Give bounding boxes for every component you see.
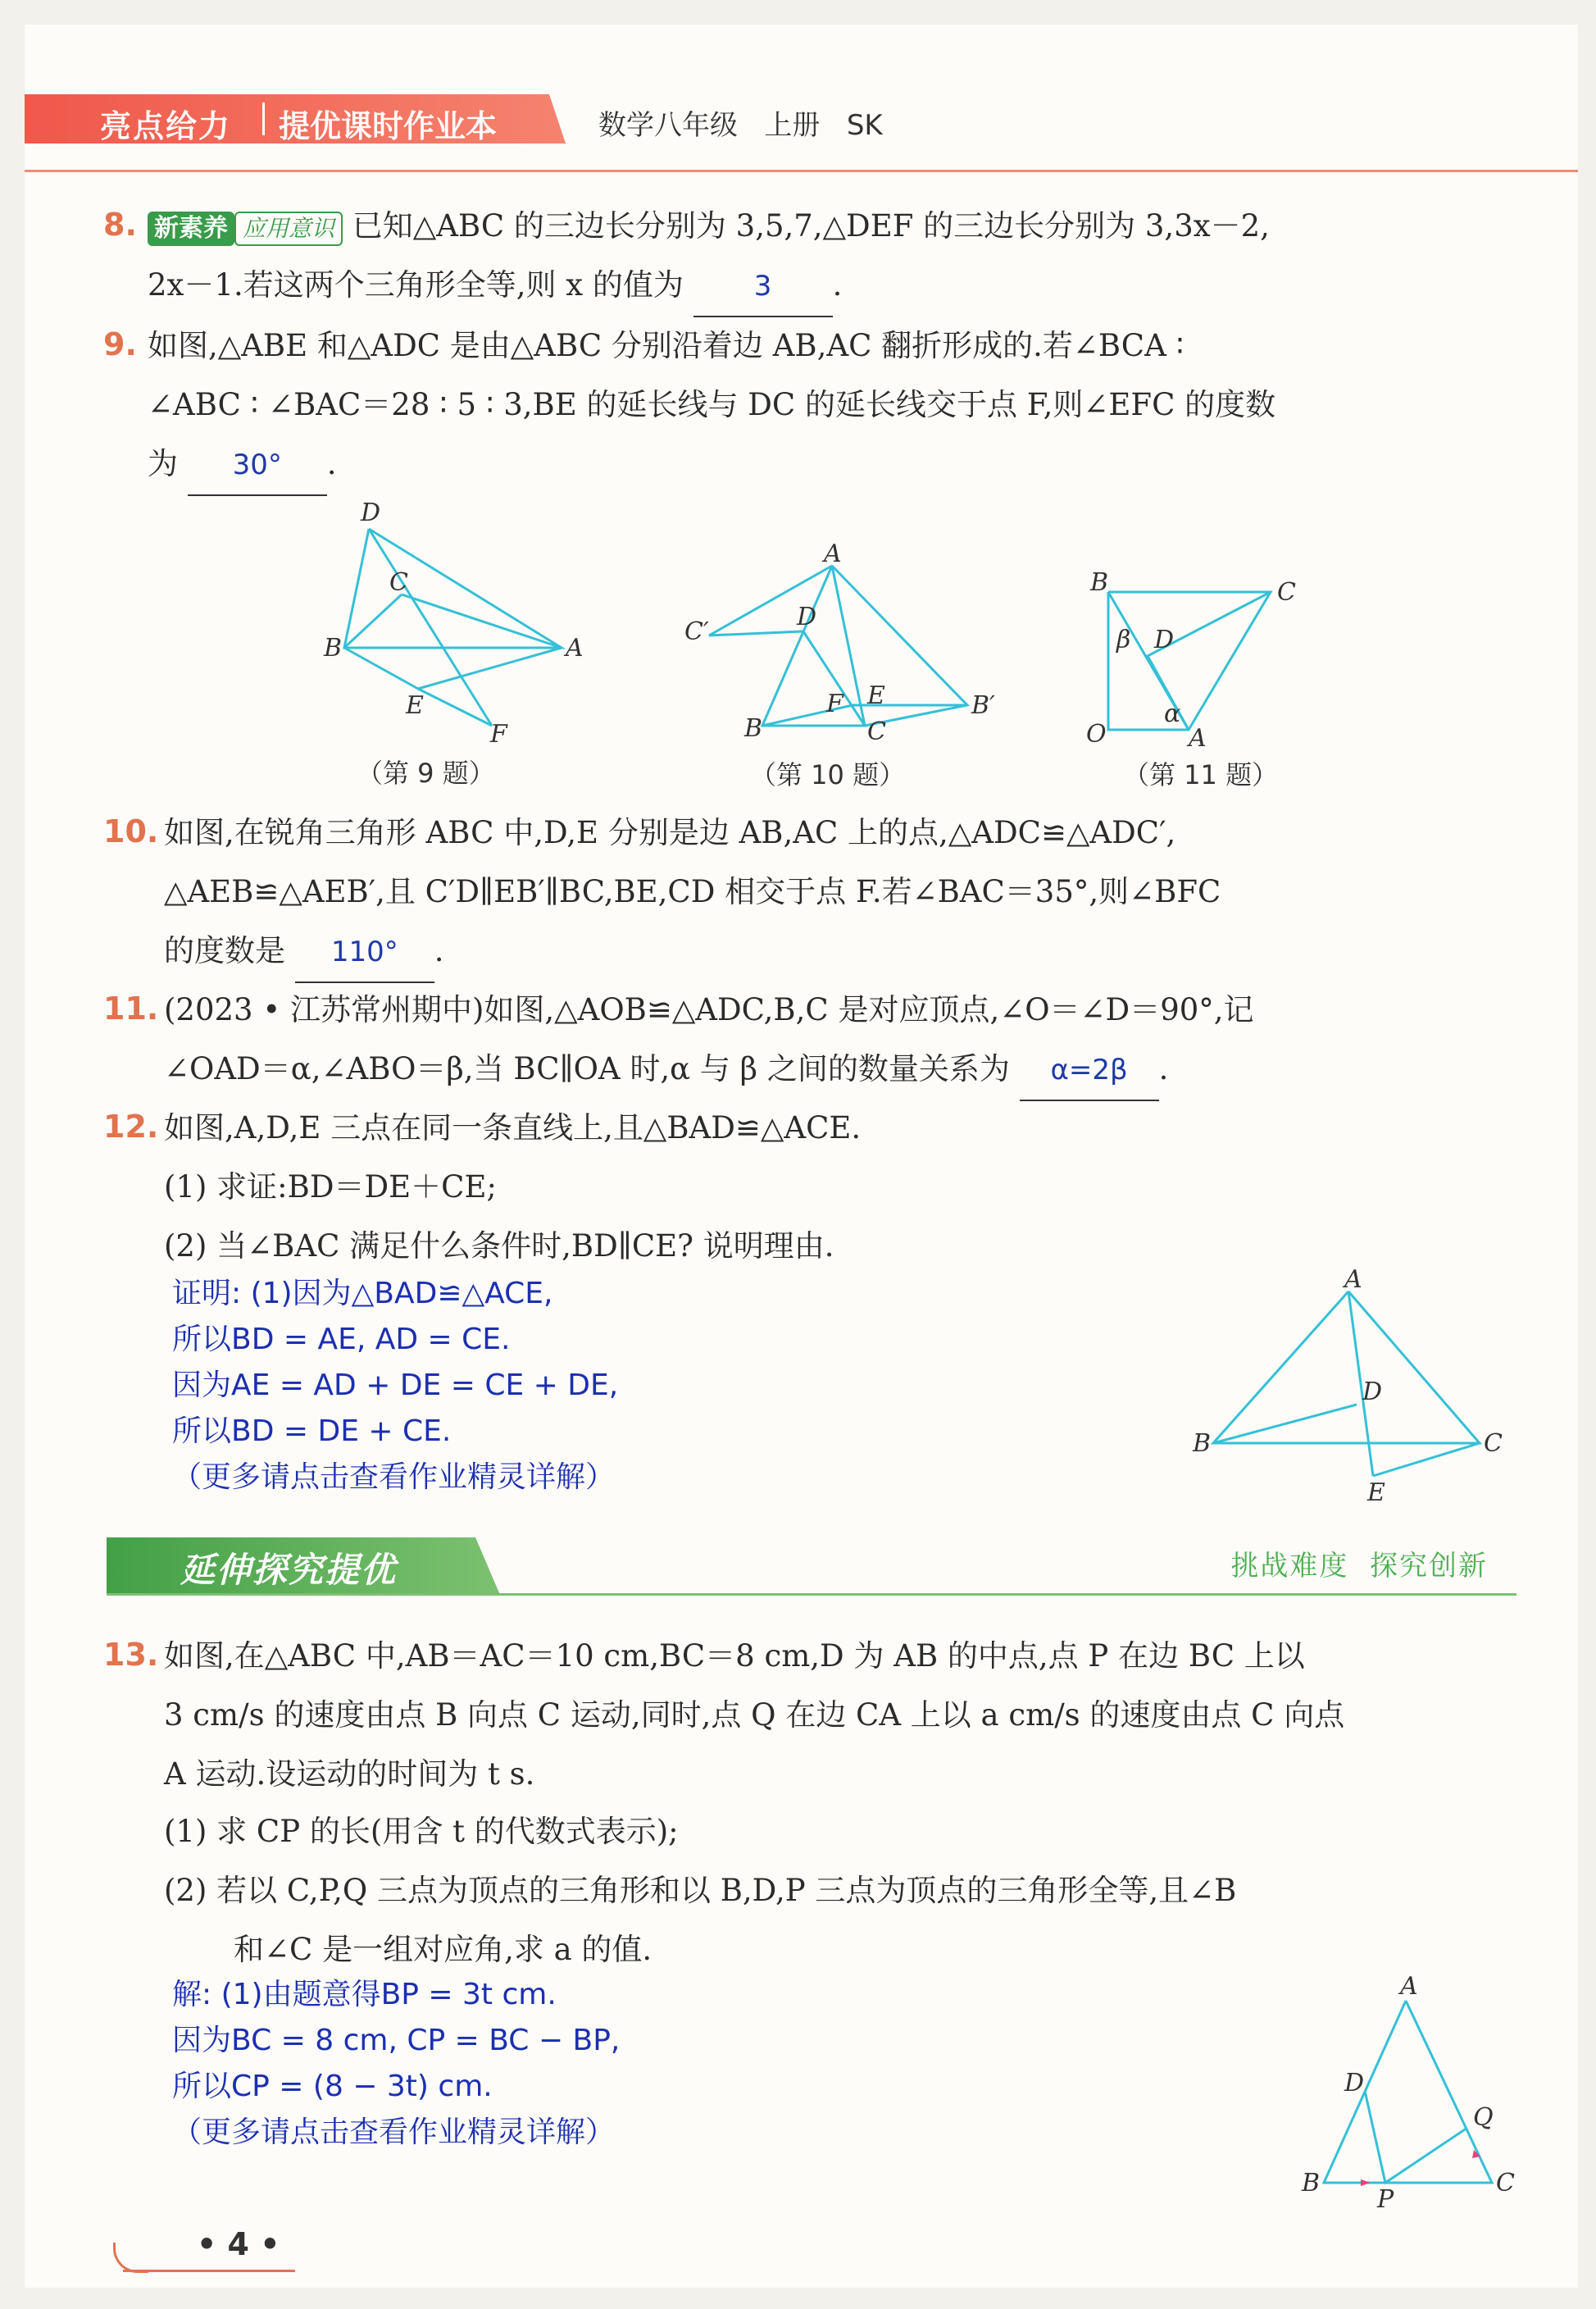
- fig12-line-ec: [1373, 1443, 1480, 1476]
- figure-10: [656, 533, 1000, 754]
- q8-text-3: .: [832, 267, 843, 303]
- fig10-label-d: D: [797, 603, 817, 631]
- fig11-label-beta: β: [1116, 626, 1131, 654]
- q10-line3: [164, 922, 444, 983]
- fig13-arrow-p: [1361, 2179, 1371, 2186]
- q10-line1: 如图,在锐角三角形 ABC 中,D,E 分别是边 AB,AC 上的点,△ADC≌△ADC′,: [164, 815, 1176, 850]
- q10-number: 10.: [103, 813, 159, 849]
- q13-line2: 3 cm/s 的速度由点 B 向点 C 运动,同时,点 Q 在边 CA 上以 a cm/s 的速度由点 C 向点: [164, 1697, 1345, 1733]
- q9-answer: 30°: [188, 435, 327, 496]
- q12-sol-more-link[interactable]: （更多请点击查看作业精灵详解）: [172, 1460, 616, 1494]
- q8-text-2: 2x－1.若这两个三角形全等,则 x 的值为: [148, 267, 684, 303]
- q8-number: 8.: [103, 207, 137, 243]
- fig12-tri-abc: [1213, 1291, 1480, 1443]
- figure-11: [1082, 566, 1353, 754]
- q9-line1: 如图,△ABE 和△ADC 是由△ABC 分别沿着边 AB,AC 翻折形成的.若∠BCA ∶: [148, 328, 1184, 363]
- fig11-quad: [1108, 592, 1271, 730]
- q11-line1: (2023 • 江苏常州期中)如图,△AOB≌△ADC,B,C 是对应顶点,∠O＝∠D＝90°,记: [164, 992, 1254, 1027]
- footer-curve: [113, 2243, 148, 2273]
- fig11-caption: （第 11 题）: [1123, 759, 1279, 790]
- fig9-label-f: F: [490, 720, 507, 746]
- q13-sol-line-2: 因为BC = 8 cm, CP = BC − BP,: [172, 2024, 621, 2057]
- figure-12: [1172, 1267, 1533, 1505]
- q10-text-3: 的度数是: [164, 933, 285, 968]
- fig12-line-bd: [1213, 1405, 1357, 1443]
- fig11-label-b: B: [1090, 568, 1109, 597]
- section-title: 延伸探究提优: [180, 1550, 398, 1590]
- q13-sol-more-link[interactable]: （更多请点击查看作业精灵详解）: [172, 2115, 616, 2149]
- q8-tag-apply: 应用意识: [234, 212, 343, 246]
- q12-sol-line-4: 所以BD = DE + CE.: [172, 1414, 452, 1448]
- figure-9: [295, 500, 607, 746]
- q13-line1: 如图,在△ABC 中,AB＝AC＝10 cm,BC＝8 cm,D 为 AB 的中点,点 P 在边 BC 上以: [164, 1638, 1305, 1674]
- q12-sol-line-3: 因为AE = AD + DE = CE + DE,: [172, 1369, 619, 1402]
- fig9-label-d: D: [361, 500, 381, 527]
- q11-number: 11.: [103, 991, 159, 1027]
- fig9-caption: （第 9 题）: [357, 758, 495, 789]
- q13-sub2b: 和∠C 是一组对应角,求 a 的值.: [234, 1932, 652, 1967]
- q10-line2: △AEB≌△AEB′,且 C′D∥EB′∥BC,BE,CD 相交于点 F.若∠BAC＝35°,则∠BFC: [164, 874, 1221, 909]
- q8-line1: [148, 197, 1270, 256]
- fig13-label-c: C: [1496, 2169, 1515, 2197]
- fig12-label-a: A: [1344, 1267, 1362, 1294]
- q12-sub2: (2) 当∠BAC 满足什么条件时,BD∥CE? 说明理由.: [164, 1228, 834, 1264]
- section-rule: [107, 1593, 1516, 1596]
- q12-line1: 如图,A,D,E 三点在同一条直线上,且△BAD≌△ACE.: [164, 1110, 862, 1145]
- q9-number: 9.: [103, 326, 137, 362]
- header-book-title: 提优课时作业本: [279, 108, 498, 144]
- header-subject: 数学八年级 上册 SK: [598, 109, 883, 142]
- fig11-label-alpha: α: [1164, 699, 1181, 728]
- fig13-label-p: P: [1377, 2185, 1394, 2214]
- fig13-line-dpq: [1365, 2091, 1467, 2183]
- page: [25, 25, 1578, 2288]
- fig12-label-e: E: [1367, 1478, 1385, 1505]
- figure-13: [1279, 1968, 1533, 2214]
- q13-line3: A 运动.设运动的时间为 t s.: [164, 1756, 535, 1792]
- q10-text-4: .: [434, 933, 444, 968]
- q12-sol-line-1: 证明: (1)因为△BAD≌△ACE,: [172, 1277, 553, 1310]
- fig9-line-bea: [344, 648, 562, 689]
- fig12-label-d: D: [1362, 1378, 1383, 1406]
- fig9-label-b: B: [324, 634, 343, 663]
- q13-sol-line-1: 解: (1)由题意得BP = 3t cm.: [172, 1978, 557, 2011]
- q8-line2: [148, 256, 842, 317]
- fig11-label-a: A: [1189, 724, 1207, 753]
- q13-sol-line-3: 所以CP = (8 − 3t) cm.: [172, 2070, 493, 2103]
- header-separator: [262, 102, 265, 135]
- fig10-caption: （第 10 题）: [750, 759, 906, 790]
- fig10-label-c: C: [867, 717, 886, 746]
- fig10-label-f: F: [826, 690, 843, 718]
- fig10-label-b-prime: B′: [971, 691, 995, 720]
- q13-sub1: (1) 求 CP 的长(用含 t 的代数式表示);: [164, 1814, 679, 1849]
- q10-answer: 110°: [295, 922, 434, 983]
- q12-solution: [172, 1271, 618, 1501]
- fig12-label-c: C: [1484, 1429, 1503, 1458]
- q9-line2: ∠ABC ∶ ∠BAC＝28 ∶ 5 ∶ 3,BE 的延长线与 DC 的延长线交于点 F,则∠EFC 的度数: [148, 387, 1276, 422]
- fig10-line-ab-c: [832, 566, 967, 726]
- q8-tag-new: 新素养: [148, 212, 234, 246]
- fig10-label-c-prime: C′: [684, 617, 709, 646]
- q12-number: 12.: [103, 1109, 159, 1145]
- header-rule: [25, 170, 1578, 172]
- fig12-label-b: B: [1193, 1429, 1212, 1458]
- q8-answer: 3: [693, 257, 833, 317]
- page-number: • 4 •: [197, 2226, 280, 2262]
- fig13-label-q: Q: [1473, 2103, 1494, 2132]
- fig11-label-c: C: [1277, 578, 1296, 607]
- fig11-label-o: O: [1086, 720, 1107, 749]
- q12-sol-line-2: 所以BD = AE, AD = CE.: [172, 1323, 511, 1356]
- fig13-label-d: D: [1344, 2069, 1365, 2097]
- q12-sub1: (1) 求证:BD＝DE＋CE;: [164, 1169, 497, 1205]
- fig13-label-b: B: [1302, 2169, 1321, 2197]
- q11-text-2: ∠OAD＝α,∠ABO＝β,当 BC∥OA 时,α 与 β 之间的数量关系为: [164, 1051, 1010, 1086]
- fig13-label-a: A: [1400, 1972, 1418, 2001]
- q13-solution: [172, 1972, 620, 2156]
- header-brand: 亮点给力: [100, 108, 232, 144]
- fig11-label-d: D: [1154, 626, 1175, 654]
- q13-number: 13.: [103, 1637, 159, 1673]
- page-header: [25, 94, 1578, 170]
- footer-rule: [123, 2270, 295, 2272]
- fig9-label-e: E: [406, 691, 424, 720]
- q11-answer: α=2β: [1020, 1041, 1159, 1101]
- q13-sub2a: (2) 若以 C,P,Q 三点为顶点的三角形和以 B,D,P 三点为顶点的三角形全等,且∠B: [164, 1873, 1237, 1908]
- section-subtitle: 挑战难度 探究创新: [1230, 1550, 1488, 1583]
- q11-line2: [164, 1040, 1168, 1101]
- fig10-label-b: B: [744, 714, 763, 743]
- fig9-tri-dba: [344, 529, 562, 648]
- q9-text-4: .: [326, 446, 337, 481]
- fig9-label-a: A: [566, 634, 584, 663]
- fig9-label-c: C: [389, 568, 408, 597]
- fig10-label-e: E: [867, 681, 885, 710]
- q8-text-1: 已知△ABC 的三边长分别为 3,5,7,△DEF 的三边长分别为 3,3x－2,: [352, 208, 1270, 244]
- q9-line3: [148, 435, 337, 496]
- q9-text-3: 为: [148, 446, 178, 481]
- fig10-label-a: A: [824, 540, 842, 568]
- q11-text-3: .: [1158, 1051, 1169, 1086]
